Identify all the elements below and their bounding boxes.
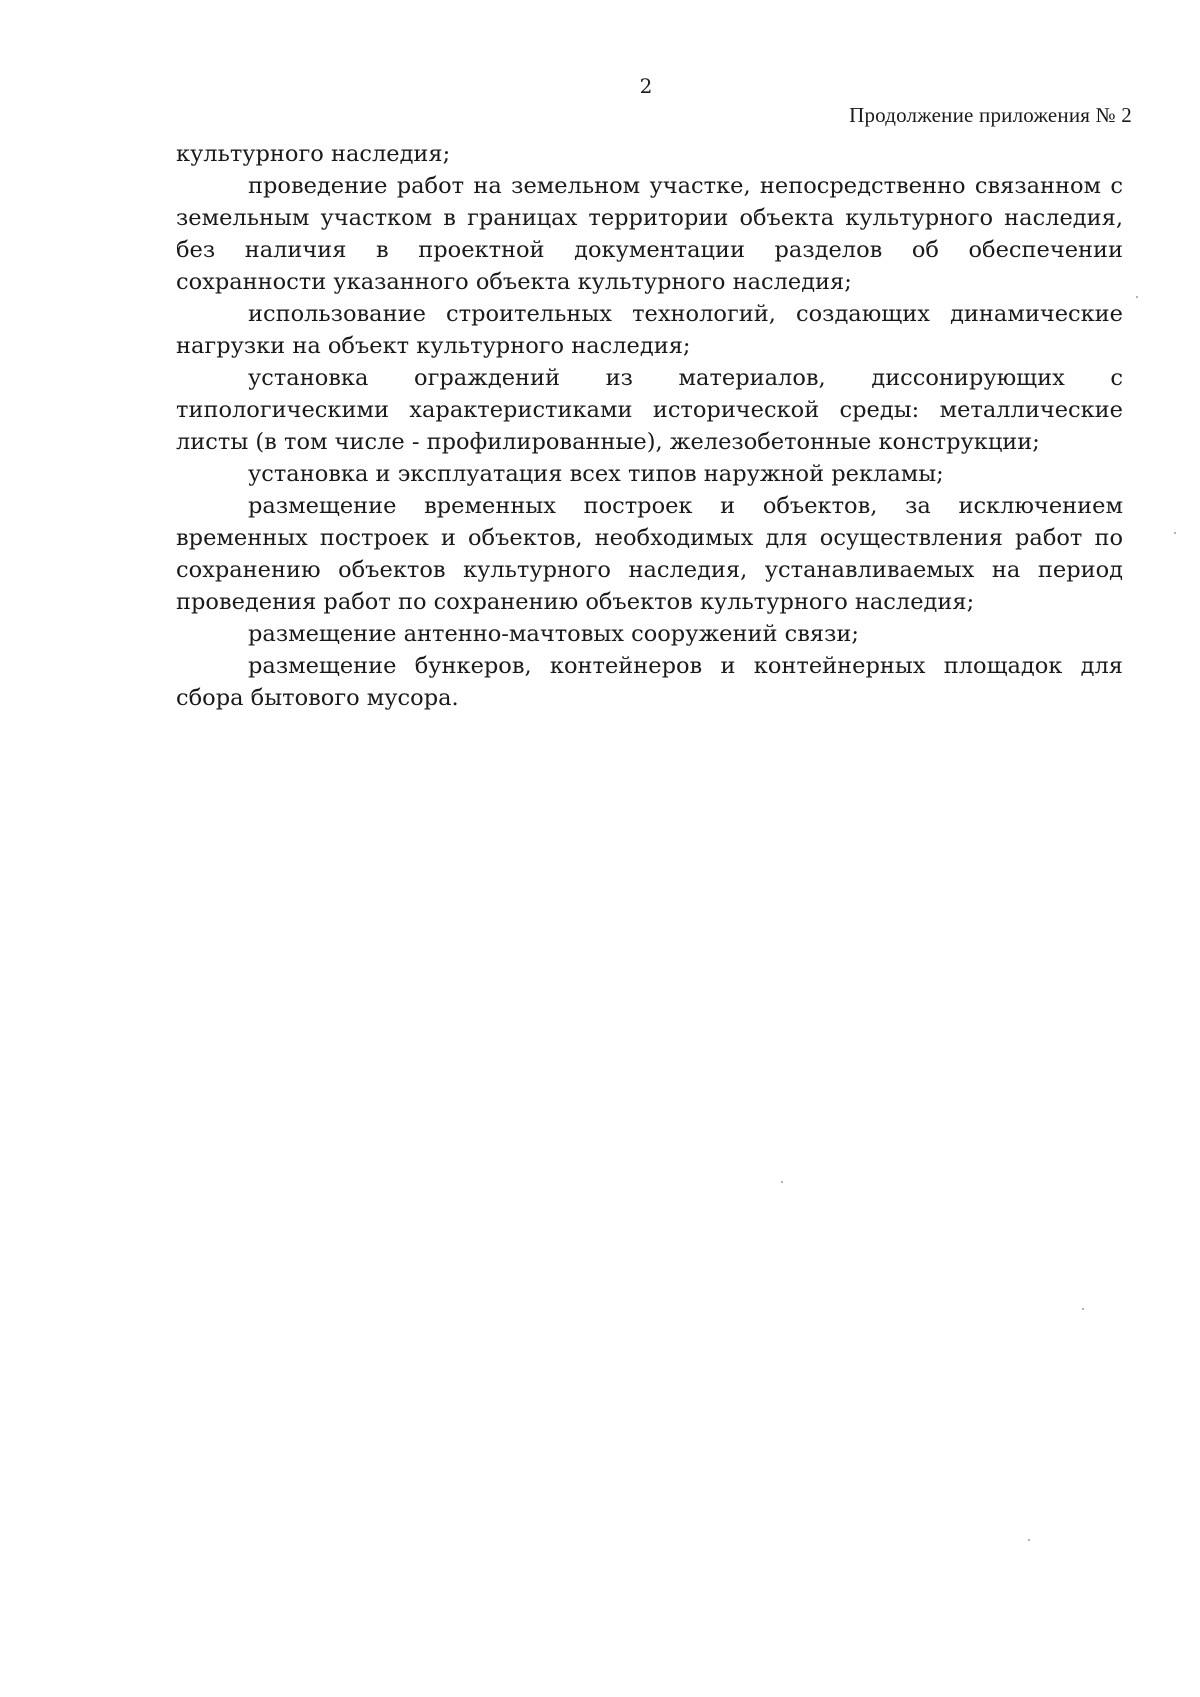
paragraph-item: использование строительных технологий, создающих динамические нагрузки на объект культурного наследия; xyxy=(176,301,1123,359)
paragraph-item: размещение бункеров, контейнеров и контейнерных площадок для сбора бытового мусора. xyxy=(176,653,1123,711)
scan-speck xyxy=(781,1181,783,1183)
paragraph-item: проведение работ на земельном участке, непосредственно связанном с земельным участком в границах территории объекта культурного наследия, без наличия в проектной документации разделов об обеспечении сохранности указанного объекта культурного наследия; xyxy=(176,173,1123,295)
paragraph-item: установка ограждений из материалов, диссонирующих с типологическими характеристиками исторической среды: металлические листы (в том числе - профилированные), железобетонные конструкции; xyxy=(176,365,1123,455)
paragraph-item: размещение временных построек и объектов, за исключением временных построек и объектов, необходимых для осуществления работ по сохранению объектов культурного наследия, устанавливаемых на период проведения работ по сохранению объектов культурного наследия; xyxy=(176,493,1123,615)
page-number: 2 xyxy=(639,74,653,98)
paragraph-item: установка и эксплуатация всех типов наружной рекламы; xyxy=(248,461,944,487)
scan-speck xyxy=(1136,296,1138,298)
scan-speck xyxy=(1082,1308,1084,1310)
appendix-continuation-note: Продолжение приложения № 2 xyxy=(849,103,1132,127)
scan-speck xyxy=(1174,532,1176,534)
document-body xyxy=(176,138,1123,714)
scan-speck xyxy=(1028,1539,1030,1541)
paragraph-continuation: культурного наследия; xyxy=(176,141,451,167)
paragraph-item: размещение антенно-мачтовых сооружений связи; xyxy=(248,621,859,647)
